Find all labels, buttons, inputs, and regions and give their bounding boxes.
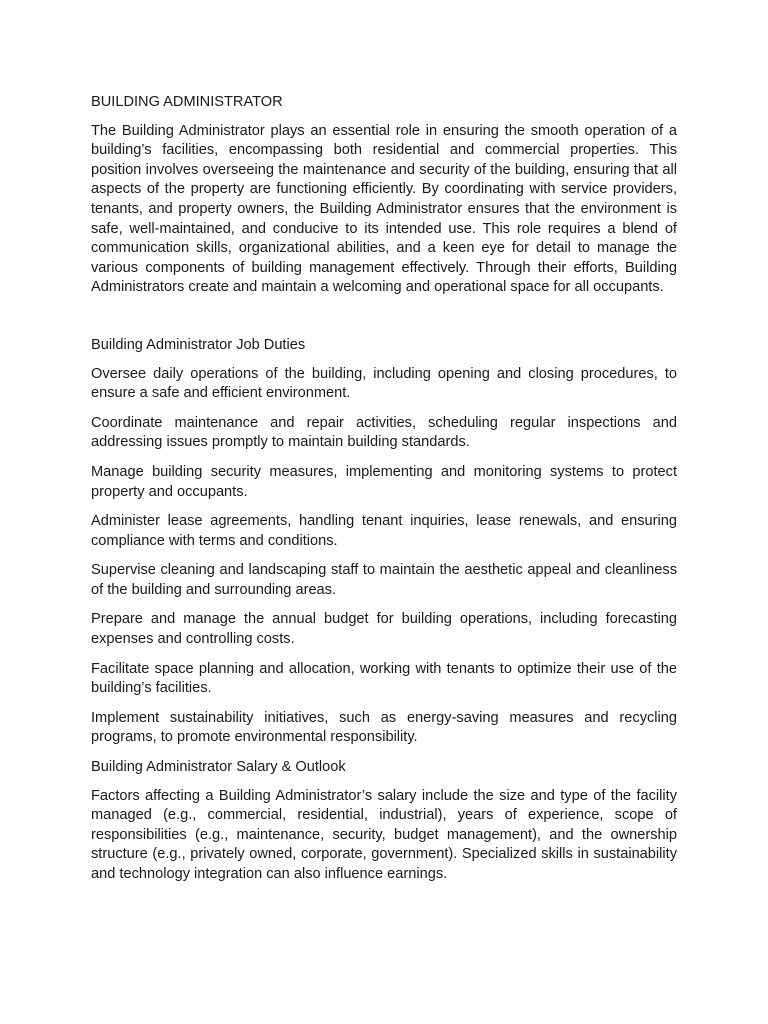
duty-item: Oversee daily operations of the building, including opening and closing procedures, to ensure a safe and efficient environment. [91, 365, 677, 402]
duties-heading: Building Administrator Job Duties [91, 336, 306, 353]
duties-list [91, 365, 677, 749]
duty-item: Administer lease agreements, handling tenant inquiries, lease renewals, and ensuring compliance with terms and conditions. [91, 513, 677, 549]
document-title: BUILDING ADMINISTRATOR [91, 94, 283, 110]
duty-item: Facilitate space planning and allocation, working with tenants to optimize their use of the building’s facilities. [91, 660, 677, 697]
duty-item: Coordinate maintenance and repair activities, scheduling regular inspections and addressing issues promptly to maintain building standards. [91, 414, 677, 451]
duty-item: Manage building security measures, implementing and monitoring systems to protect property and occupants. [91, 463, 677, 500]
duty-item: Prepare and manage the annual budget for building operations, including forecasting expenses and controlling costs. [91, 611, 677, 648]
duty-item: Implement sustainability initiatives, such as energy-saving measures and recycling programs, to promote environmental responsibility. [91, 709, 677, 746]
document-page [91, 93, 677, 885]
duty-item: Supervise cleaning and landscaping staff to maintain the aesthetic appeal and cleanliness of the building and surrounding areas. [91, 562, 677, 598]
intro-paragraph: The Building Administrator plays an essential role in ensuring the smooth operation of a building’s facilities, encompassing both residential and commercial properties. This position involves overseeing the maintenance and security of the building, ensuring that all aspects of the property are functioning efficiently. By coordinating with service providers, tenants, and property owners, the Building Administrator ensures that the environment is safe, well-maintained, and conducive to its intended use. This role requires a blend of communication skills, organizational abilities, and a keen eye for detail to manage the various components of building management effectively. Through their efforts, Building Administrators create and maintain a welcoming and operational space for all occupants. [91, 122, 677, 296]
salary-paragraph: Factors affecting a Building Administrator’s salary include the size and type of the facility managed (e.g., commercial, residential, industrial), years of experience, scope of responsibilities (e.g., maintenance, security, budget management), and the ownership structure (e.g., privately owned, corporate, government). Specialized skills in sustainability and technology integration can also influence earnings. [91, 787, 677, 882]
salary-heading: Building Administrator Salary & Outlook [91, 759, 346, 776]
